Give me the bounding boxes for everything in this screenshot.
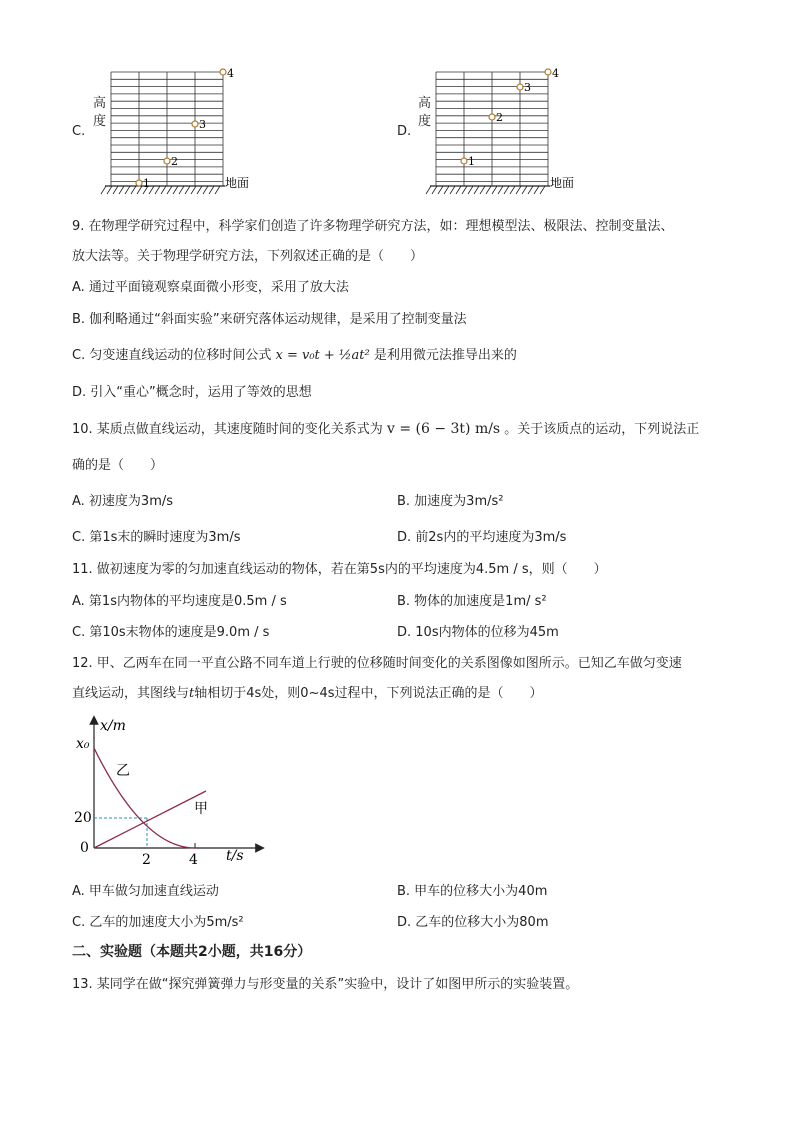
option-c-label: C. (72, 124, 86, 139)
point-1 (461, 158, 467, 164)
height-label: 度 (418, 114, 432, 129)
y-axis-label: x/m (100, 718, 126, 734)
height-label: 高 (418, 96, 432, 111)
q9-stem-line2: 放大法等。关于物理学研究方法，下列叙述正确的是（ ） (72, 249, 424, 264)
point-label-2: 2 (496, 111, 503, 124)
x-tick-2: 2 (142, 852, 151, 868)
jia-label: 甲 (194, 801, 208, 817)
q12-option-c: C. 乙车的加速度大小为5m/s² (72, 915, 244, 930)
q10-stem-line2: 确的是（ ） (72, 458, 164, 473)
q10-stem-text: 10. 某质点做直线运动，其速度随时间的变化关系式为 (72, 422, 383, 437)
point-4 (220, 69, 226, 75)
velocity-formula: v = (6 − 3t) m/s (386, 421, 501, 437)
t-symbol: t (189, 686, 195, 701)
q12-option-a: A. 甲车做匀加速直线运动 (72, 884, 219, 899)
q11-option-b: B. 物体的加速度是1m/ s² (397, 594, 547, 609)
point-label-4: 4 (227, 67, 234, 80)
ground-label: 地面 (225, 176, 250, 190)
q10-stem-text-end: 。关于该质点的运动，下列说法正 (504, 422, 700, 437)
point-label-2: 2 (171, 155, 178, 168)
q10-option-c: C. 第1s末的瞬时速度为3m/s (72, 530, 241, 545)
x-axis-label: t/s (226, 848, 244, 864)
displacement-formula: x = v₀t + ½at² (275, 348, 370, 363)
point-1 (136, 180, 142, 186)
q12-stem-line2 (72, 682, 543, 701)
point-2 (489, 114, 495, 120)
q9-option-c-text-end: 是利用微元法推导出来的 (373, 348, 517, 363)
q9-option-c-text: C. 匀变速直线运动的位移时间公式 (72, 348, 272, 363)
height-label: 高 (93, 96, 107, 111)
grid (436, 72, 548, 186)
grid (111, 72, 223, 186)
q12-option-b: B. 甲车的位移大小为40m (397, 884, 548, 899)
point-label-3: 3 (524, 81, 531, 94)
q9-option-c (72, 344, 517, 363)
q9-option-a: A. 通过平面镜观察桌面微小形变，采用了放大法 (72, 280, 349, 295)
x-tick-4: 4 (189, 852, 198, 868)
q12-stem-text: 直线运动，其图线与 (72, 686, 190, 701)
q11-option-c: C. 第10s末物体的速度是9.0m / s (72, 625, 270, 640)
q11-option-a: A. 第1s内物体的平均速度是0.5m / s (72, 594, 287, 609)
q10-option-b: B. 加速度为3m/s² (397, 494, 504, 509)
origin-label: 0 (80, 840, 89, 856)
point-label-3: 3 (199, 118, 206, 131)
point-label-1: 1 (143, 177, 150, 190)
q13-stem: 13. 某同学在做“探究弹簧弹力与形变量的关系”实验中，设计了如图甲所示的实验装置。 (72, 977, 579, 992)
point-label-1: 1 (468, 155, 475, 168)
q10-option-d: D. 前2s内的平均速度为3m/s (397, 530, 567, 545)
line-jia (94, 791, 206, 848)
q10-option-a: A. 初速度为3m/s (72, 494, 174, 509)
ground-label: 地面 (550, 176, 575, 190)
point-label-4: 4 (552, 67, 559, 80)
q9-option-b: B. 伽利略通过“斜面实验”来研究落体运动规律，是采用了控制变量法 (72, 312, 467, 327)
y-tick-20: 20 (74, 810, 92, 826)
xt-graph (70, 712, 270, 868)
figure-d (425, 66, 585, 198)
q12-stem-line1: 12. 甲、乙两车在同一平直公路不同车道上行驶的位移随时间变化的关系图像如图所示。已知乙车做匀变速 (72, 656, 682, 671)
point-2 (164, 158, 170, 164)
x0-label: x₀ (76, 736, 90, 752)
section-heading: 二、实验题（本题共2小题，共16分） (72, 944, 312, 960)
option-d-label: D. (397, 124, 412, 139)
curve-yi (94, 748, 195, 848)
q11-option-d: D. 10s内物体的位移为45m (397, 625, 559, 640)
q12-stem-text-end: 轴相切于4s处，则0~4s过程中，下列说法正确的是（ ） (194, 686, 543, 701)
figure-c (100, 66, 260, 198)
height-label: 度 (93, 114, 107, 129)
q9-option-d: D. 引入“重心”概念时，运用了等效的思想 (72, 385, 312, 400)
q10-stem-line1 (72, 418, 699, 437)
point-3 (517, 84, 523, 90)
q12-option-d: D. 乙车的位移大小为80m (397, 915, 549, 930)
point-4 (545, 69, 551, 75)
q9-stem-line1: 9. 在物理学研究过程中，科学家们创造了许多物理学研究方法，如：理想模型法、极限法、控制变量法、 (72, 219, 674, 234)
yi-label: 乙 (116, 763, 130, 779)
q11-stem: 11. 做初速度为零的匀加速直线运动的物体，若在第5s内的平均速度为4.5m / s，则（ ） (72, 562, 607, 577)
point-3 (192, 121, 198, 127)
